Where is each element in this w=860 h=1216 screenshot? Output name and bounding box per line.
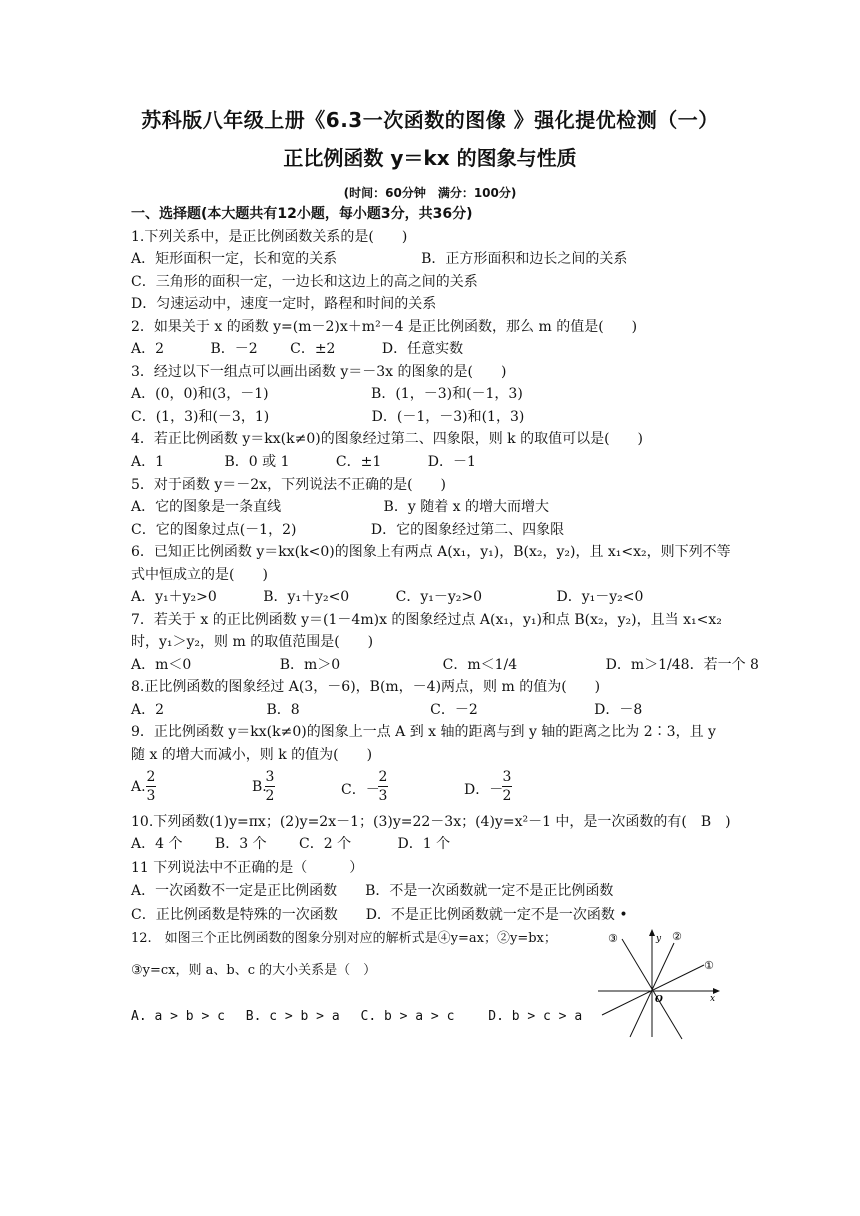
question-line: A．m＜0 B．m＞0 C．m＜1/4 D．m＞1/48．若一个 8	[131, 657, 759, 673]
question-line: 1.下列关系中，是正比例函数关系的是( )	[131, 229, 408, 245]
fraction-numerator: 2	[146, 769, 156, 785]
question-line: A．矩形面积一定，长和宽的关系 B．正方形面积和边长之间的关系	[131, 251, 628, 267]
fraction-numerator: 3	[265, 769, 275, 785]
question-line: 式中恒成立的是( )	[131, 567, 268, 583]
question-line: A．1 B．0 或 1 C．±1 D．－1	[131, 454, 476, 470]
option-b-label: B.	[252, 779, 267, 795]
question-line: A．一次函数不一定是正比例函数 B．不是一次函数就一定不是正比例函数	[131, 883, 614, 899]
question-line: A．y₁＋y₂>0 B．y₁＋y₂<0 C．y₁－y₂>0 D．y₁－y₂<0	[131, 589, 644, 605]
label-x: x	[710, 994, 716, 1004]
question-line: D．匀速运动中，速度一定时，路程和时间的关系	[131, 296, 437, 312]
proportional-functions-figure	[594, 925, 726, 1041]
label-2: ②	[672, 930, 682, 943]
fraction-denominator: 2	[265, 788, 275, 804]
question-line: 6．已知正比例函数 y＝kx(k<0)的图象上有两点 A(x₁，y₁)，B(x₂，y₂)，且 x₁<x₂，则下列不等	[131, 544, 731, 560]
option-a-fraction	[146, 769, 156, 804]
question-line: 11 下列说法中不正确的是（ ）	[131, 860, 364, 876]
label-y: y	[656, 934, 662, 944]
question-line: 时，y₁＞y₂，则 m 的取值范围是( )	[131, 634, 374, 650]
option-a-label: A.	[131, 779, 146, 795]
fraction-numerator: 2	[378, 769, 388, 785]
section-heading: 一、选择题(本大题共有12小题，每小题3分，共36分)	[131, 206, 473, 222]
option-c-fraction	[378, 769, 388, 804]
question-line: A．2 B．－2 C．±2 D．任意实数	[131, 341, 464, 357]
option-b-fraction	[265, 769, 275, 804]
label-1: ①	[704, 959, 714, 972]
label-origin: O	[655, 995, 663, 1005]
question-line: 8.正比例函数的图象经过 A(3，－6)，B(m，－4)两点，则 m 的值为( )	[131, 679, 601, 695]
label-3: ③	[608, 932, 618, 945]
question-line: 2．如果关于 x 的函数 y=(m－2)x＋m²－4 是正比例函数，那么 m 的值是( )	[131, 319, 638, 335]
question-line: A．2 B．8 C．－2 D．－8	[131, 702, 643, 718]
question-line: C．正比例函数是特殊的一次函数 D．不是正比例函数就一定不是一次函数 •	[131, 907, 628, 923]
option-d-label: D．－	[464, 782, 504, 798]
question-line: 5．对于函数 y＝－2x，下列说法不正确的是( )	[131, 477, 446, 493]
question-line: A．它的图象是一条直线 B．y 随着 x 的增大而增大	[131, 499, 550, 515]
y-axis-arrow	[649, 929, 655, 936]
fraction-denominator: 3	[378, 788, 388, 804]
option-d-fraction	[502, 769, 512, 804]
exam-meta: (时间：60分钟 满分：100分)	[343, 186, 517, 200]
question-line: 10.下列函数(1)y=πx；(2)y=2x－1；(3)y=22－3x；(4)y=x²－1 中，是一次函数的有( B )	[131, 814, 731, 830]
question-line: 4．若正比例函数 y＝kx(k≠0)的图象经过第二、四象限，则 k 的取值可以是( )	[131, 431, 643, 447]
question-line: C．它的图象过点(－1，2) D．它的图象经过第二、四象限	[131, 522, 565, 538]
fraction-denominator: 3	[146, 788, 156, 804]
question-line: C．三角形的面积一定，一边长和这边上的高之间的关系	[131, 274, 478, 290]
question-line: A. a > b > c B. c > b > a C. b > a > c D. b > c > a	[131, 1009, 583, 1024]
fraction-denominator: 2	[502, 788, 512, 804]
line-1	[602, 965, 704, 1015]
document-subtitle: 正比例函数 y＝kx 的图象与性质	[283, 146, 577, 170]
question-line: C．(1，3)和(－3，1) D．(－1，－3)和(1，3)	[131, 409, 525, 425]
question-line: 3．经过以下一组点可以画出函数 y＝－3x 的图象的是( )	[131, 364, 507, 380]
document-title: 苏科版八年级上册《6.3一次函数的图像 》强化提优检测（一）	[141, 108, 719, 132]
question-line: 随 x 的增大而减小，则 k 的值为( )	[131, 747, 373, 763]
question-line: A．4 个 B．3 个 C．2 个 D．1 个	[131, 836, 451, 852]
fraction-numerator: 3	[502, 769, 512, 785]
question-line: 9．正比例函数 y＝kx(k≠0)的图象上一点 A 到 x 轴的距离与到 y 轴的距离之比为 2∶3，且 y	[131, 724, 716, 740]
option-c-label: C．－	[341, 782, 380, 798]
question-line: 12. 如图三个正比例函数的图象分别对应的解析式是④y=ax；②y=bx；	[131, 931, 557, 946]
question-line: A．(0，0)和(3，－1) B．(1，－3)和(－1，3)	[131, 386, 523, 402]
question-line: 7．若关于 x 的正比例函数 y＝(1－4m)x 的图象经过点 A(x₁，y₁)和点 B(x₂，y₂)，且当 x₁<x₂	[131, 612, 722, 628]
question-line: ③y=cx，则 a、b、c 的大小关系是（ ）	[131, 963, 377, 978]
